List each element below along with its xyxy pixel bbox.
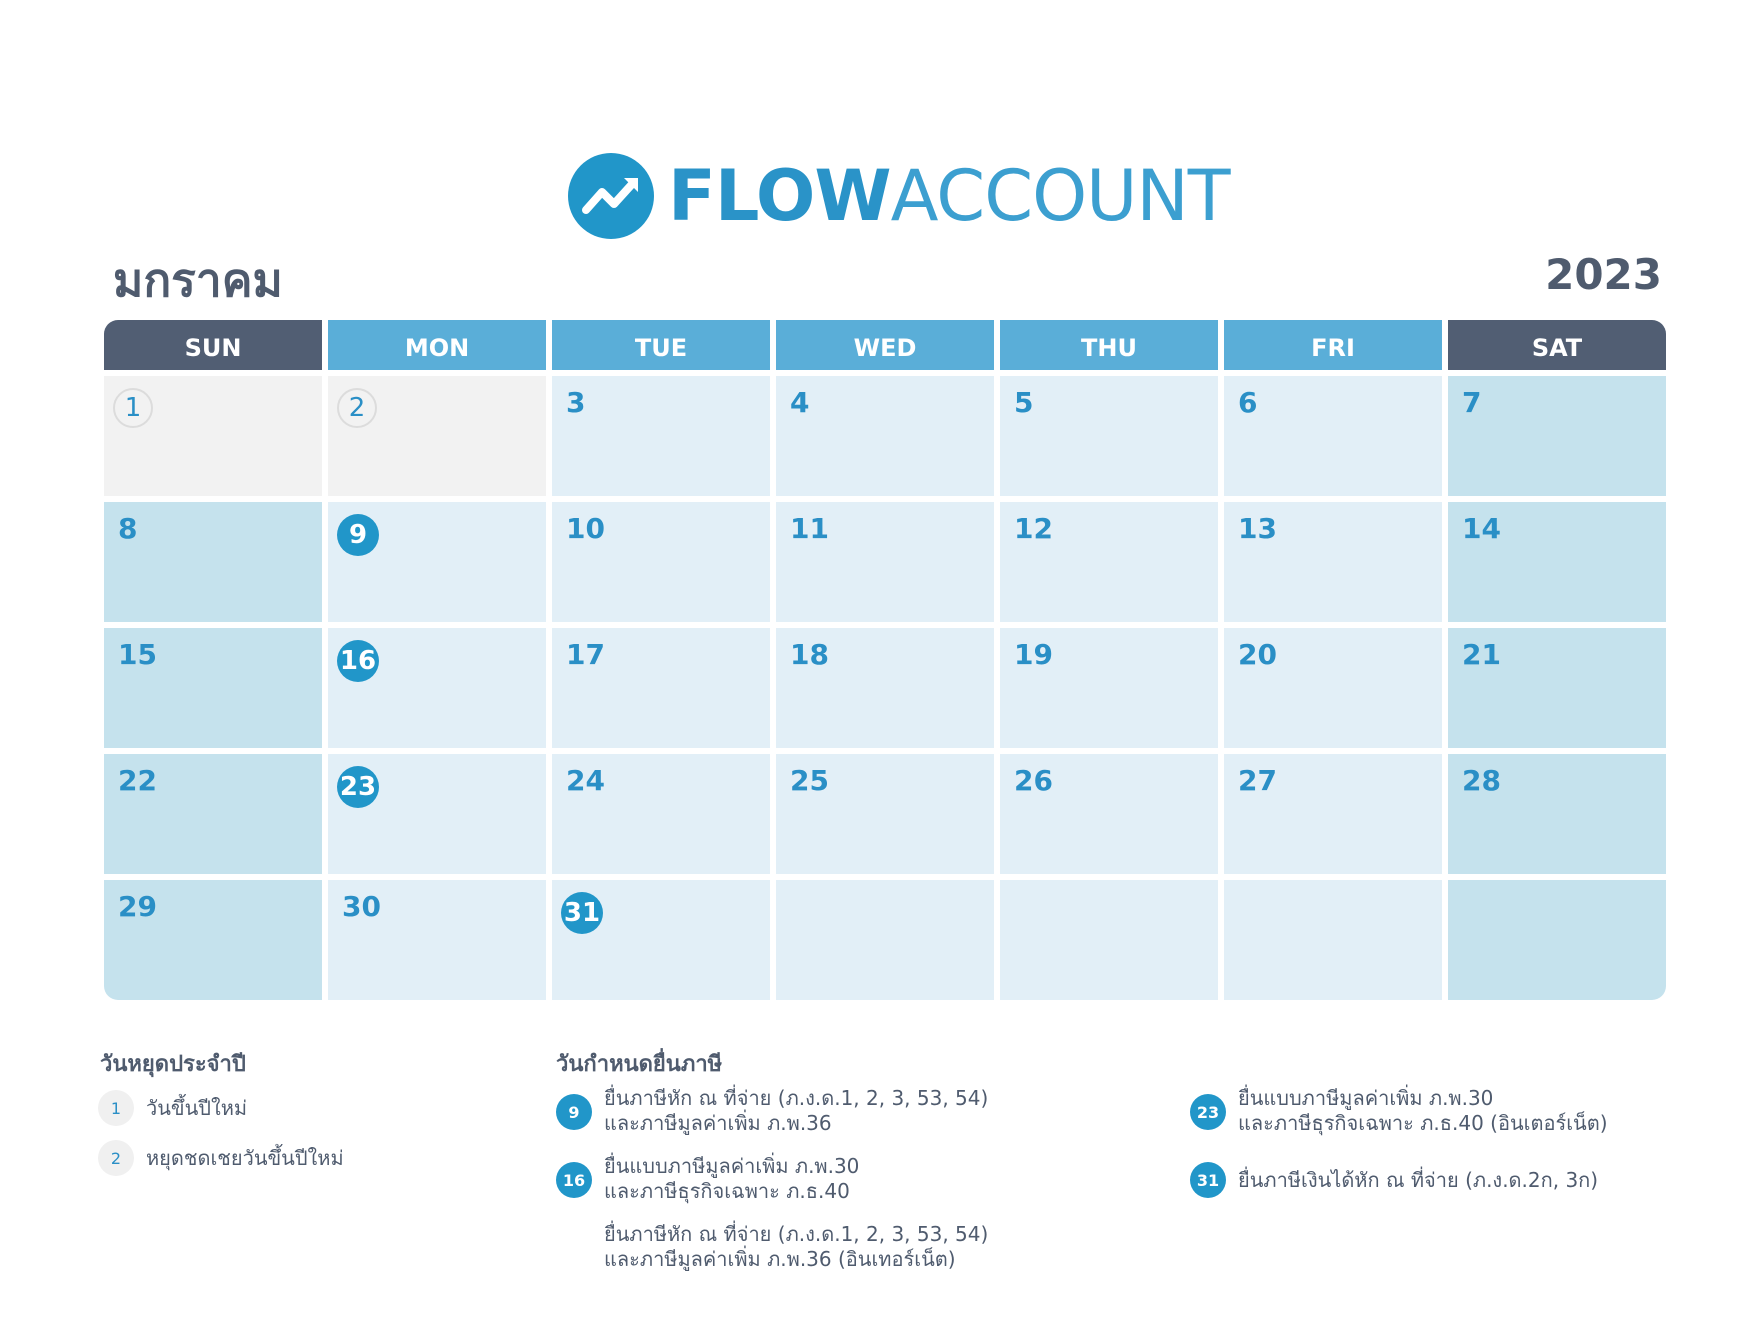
tax-badge: 16 [556,1162,592,1198]
day-number: 7 [1462,386,1482,419]
tax-legend-item [556,1154,988,1272]
empty-day-cell [1224,880,1442,1000]
day-number: 26 [1014,764,1053,797]
empty-day-cell [776,880,994,1000]
day-cell[interactable] [776,754,994,874]
day-number: 3 [566,386,586,419]
day-number: 27 [1238,764,1277,797]
tax-legend-item [1190,1086,1608,1136]
day-cell[interactable] [104,628,322,748]
day-number: 30 [342,890,381,923]
tax-legend-text [1238,1086,1608,1136]
day-cell[interactable] [104,502,322,622]
day-cell[interactable] [552,502,770,622]
logo-text-light: ACCOUNT [890,155,1230,237]
tax-legend-text [1238,1162,1598,1193]
day-cell[interactable] [1000,502,1218,622]
weekday-header-sat: SAT [1448,320,1666,370]
holiday-badge: 2 [98,1140,134,1176]
day-number: 25 [790,764,829,797]
day-cell[interactable] [1448,628,1666,748]
weekday-header-sun: SUN [104,320,322,370]
holiday-badge: 1 [98,1090,134,1126]
day-cell[interactable] [328,376,546,496]
day-number: 12 [1014,512,1053,545]
day-cell[interactable] [104,754,322,874]
logo-wordmark [668,155,1230,237]
holiday-day-number: 2 [337,388,377,428]
day-cell[interactable] [552,880,770,1000]
tax-line: ยื่นแบบภาษีมูลค่าเพิ่ม ภ.พ.30 [1238,1086,1494,1110]
tax-line: และภาษีมูลค่าเพิ่ม ภ.พ.36 [604,1111,832,1135]
tax-badge: 23 [1190,1094,1226,1130]
day-number: 14 [1462,512,1501,545]
tax-legend-text [604,1154,988,1272]
day-cell[interactable] [1224,628,1442,748]
day-cell[interactable] [328,754,546,874]
weekday-header-fri: FRI [1224,320,1442,370]
day-cell[interactable] [1224,754,1442,874]
tax-deadline-day-number: 31 [561,892,603,934]
day-cell[interactable] [328,502,546,622]
holiday-legend-text [146,1090,247,1121]
day-cell[interactable] [1000,628,1218,748]
day-number: 17 [566,638,605,671]
weekday-header-thu: THU [1000,320,1218,370]
day-number: 13 [1238,512,1277,545]
weekday-header-mon: MON [328,320,546,370]
trend-chart-icon [568,153,654,239]
year-label: 2023 [1545,250,1662,299]
day-cell[interactable] [328,880,546,1000]
holiday-text: หยุดชดเชยวันขึ้นปีใหม่ [146,1146,344,1170]
tax-line-spacer [604,1204,988,1222]
weekday-header-tue: TUE [552,320,770,370]
holiday-day-number: 1 [113,388,153,428]
tax-badge: 9 [556,1094,592,1130]
tax-legend-text [604,1086,988,1136]
tax-line: และภาษีธุรกิจเฉพาะ ภ.ธ.40 [604,1179,850,1203]
tax-deadline-day-number: 9 [337,514,379,556]
day-cell[interactable] [776,376,994,496]
tax-line: และภาษีธุรกิจเฉพาะ ภ.ธ.40 (อินเตอร์เน็ต) [1238,1111,1608,1135]
day-number: 4 [790,386,810,419]
day-number: 19 [1014,638,1053,671]
day-cell[interactable] [552,628,770,748]
tax-line: ยื่นภาษีหัก ณ ที่จ่าย (ภ.ง.ด.1, 2, 3, 53, 54) [604,1086,989,1110]
day-cell[interactable] [1448,376,1666,496]
weekday-header-wed: WED [776,320,994,370]
day-number: 6 [1238,386,1258,419]
flowaccount-logo [568,152,1230,240]
holiday-legend-text [146,1140,344,1171]
day-number: 8 [118,512,138,545]
day-cell[interactable] [1000,376,1218,496]
day-cell[interactable] [1000,754,1218,874]
day-number: 21 [1462,638,1501,671]
day-number: 15 [118,638,157,671]
calendar-grid [104,320,1664,1000]
tax-badge: 31 [1190,1162,1226,1198]
day-cell[interactable] [1448,502,1666,622]
tax-line: และภาษีมูลค่าเพิ่ม ภ.พ.36 (อินเทอร์เน็ต) [604,1247,956,1271]
day-number: 22 [118,764,157,797]
day-cell[interactable] [104,880,322,1000]
holiday-legend-item [98,1140,344,1176]
day-cell[interactable] [1224,376,1442,496]
day-cell[interactable] [104,376,322,496]
day-cell[interactable] [1224,502,1442,622]
day-number: 20 [1238,638,1277,671]
empty-day-cell [1448,880,1666,1000]
tax-legend-item [1190,1162,1598,1198]
tax-line: ยื่นแบบภาษีมูลค่าเพิ่ม ภ.พ.30 [604,1154,860,1178]
day-cell[interactable] [1448,754,1666,874]
holidays-heading: วันหยุดประจำปี [100,1052,246,1077]
tax-line: ยื่นภาษีเงินได้หัก ณ ที่จ่าย (ภ.ง.ด.2ก, 3ก) [1238,1168,1599,1192]
tax-deadlines-heading: วันกำหนดยื่นภาษี [556,1052,723,1077]
tax-deadline-day-number: 23 [337,766,379,808]
day-number: 28 [1462,764,1501,797]
day-number: 5 [1014,386,1034,419]
holiday-legend-item [98,1090,247,1126]
day-cell[interactable] [552,376,770,496]
tax-legend-item [556,1086,988,1136]
holiday-text: วันขึ้นปีใหม่ [146,1096,248,1120]
day-number: 18 [790,638,829,671]
tax-deadline-day-number: 16 [337,640,379,682]
day-cell[interactable] [328,628,546,748]
day-cell[interactable] [552,754,770,874]
logo-text-bold: FLOW [668,155,891,237]
weekday-header-row [104,320,1664,370]
month-title: มกราคม [113,253,283,307]
day-number: 24 [566,764,605,797]
day-number: 11 [790,512,829,545]
tax-line: ยื่นภาษีหัก ณ ที่จ่าย (ภ.ง.ด.1, 2, 3, 53, 54) [604,1222,989,1246]
day-number: 10 [566,512,605,545]
day-cell[interactable] [776,628,994,748]
empty-day-cell [1000,880,1218,1000]
day-number: 29 [118,890,157,923]
day-cell[interactable] [776,502,994,622]
